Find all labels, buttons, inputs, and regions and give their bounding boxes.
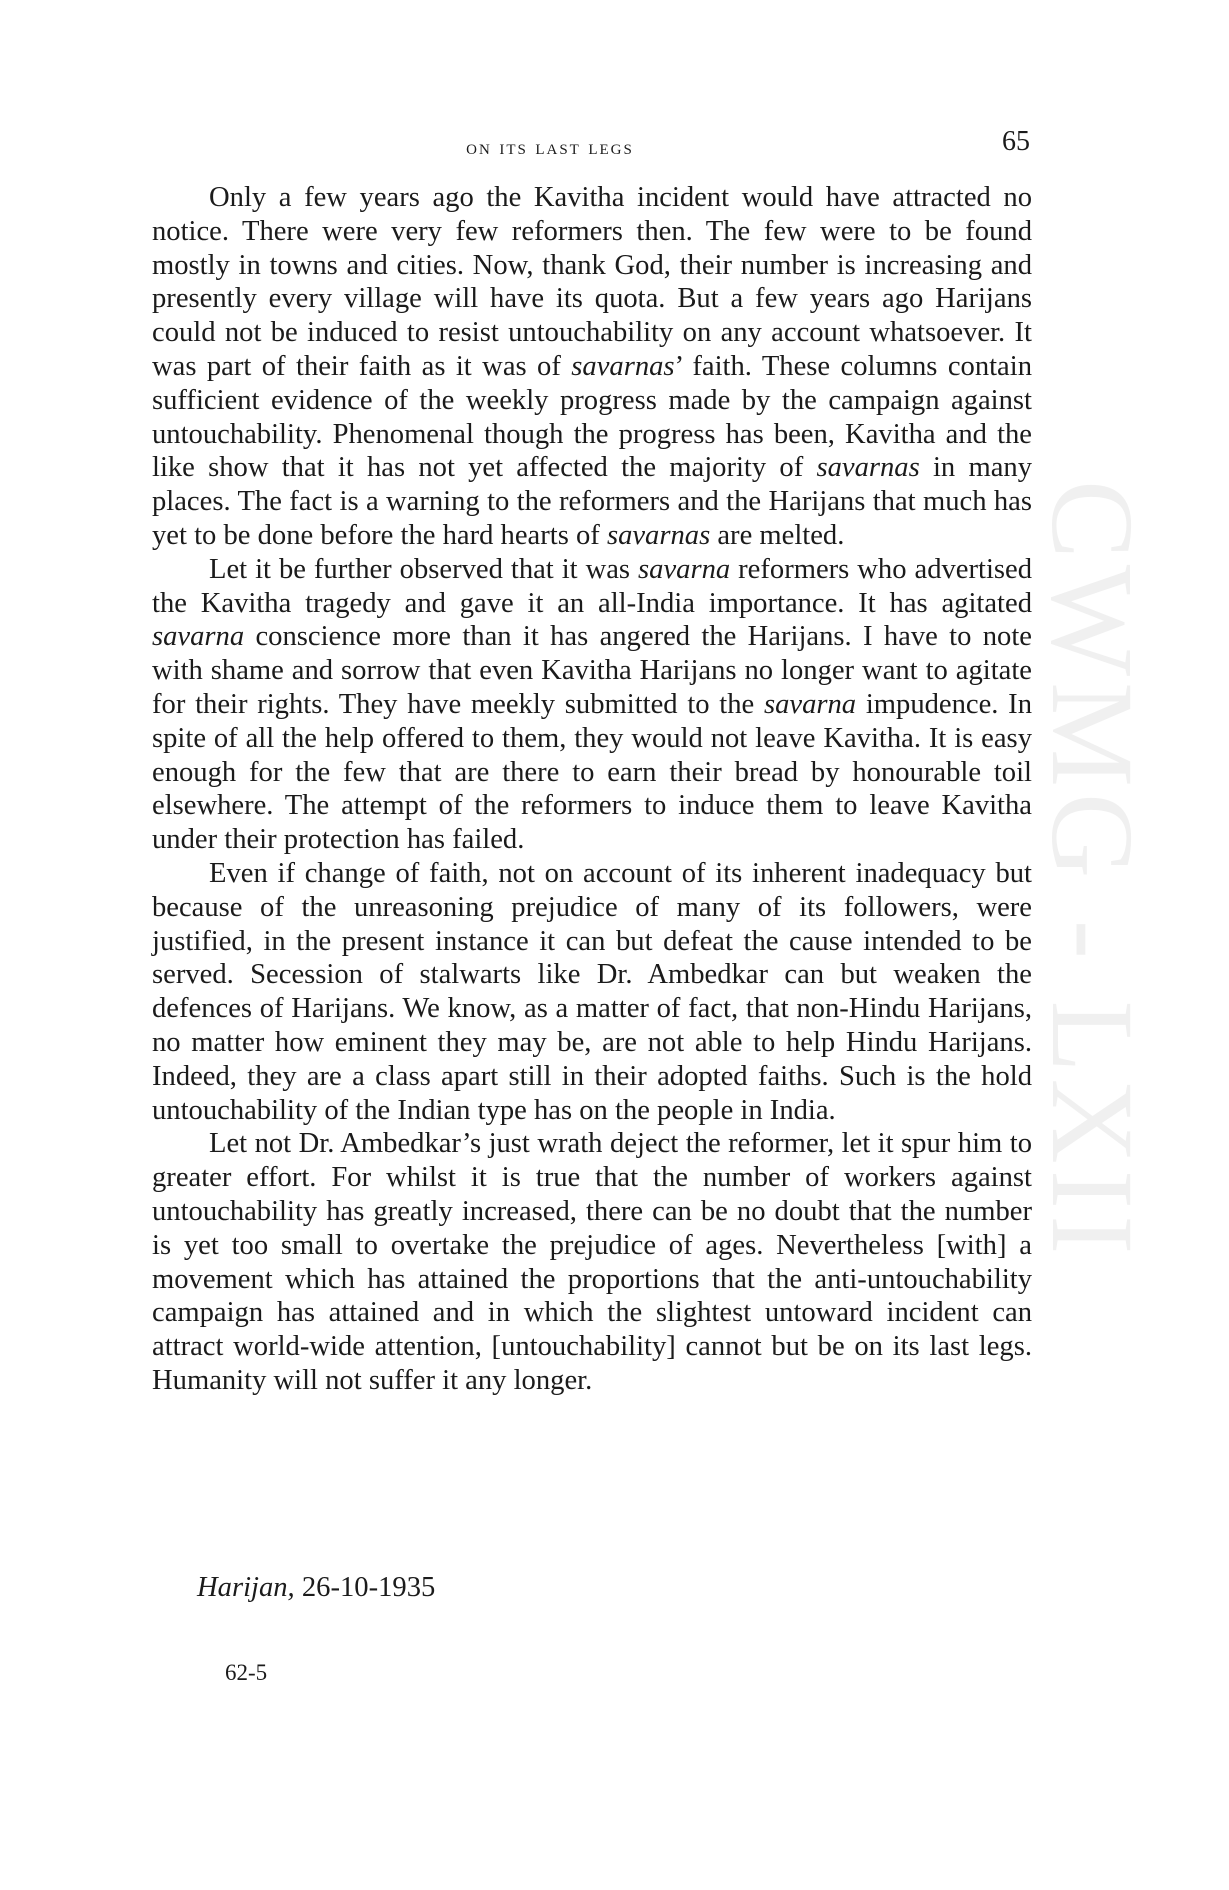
italic-term: savarna [763,688,857,720]
source-citation [197,1572,435,1604]
paragraph-text: are melted. [710,519,845,551]
paragraph-text: impudence. In spite of all the help offered to them, they would not leave Kavitha. It is easy enough for the few that are there to earn their bread by honourable toil elsewhere. The attempt of the reformers to induce them to leave Kavitha under their protection has failed. [152,688,1032,856]
paragraph-2 [152,553,1032,857]
watermark [1027,480,1160,1440]
body-text [152,181,1032,1398]
italic-term: savarnas [606,519,711,551]
source-date: 26-10-1935 [301,1572,436,1603]
printer-signature: 62-5 [225,1660,268,1685]
italic-term: savarnas [571,350,675,382]
paragraph-text: reformers who advertised the Kavitha tragedy and gave it an all-India importance. It has agitated [152,553,1032,619]
paragraph-text: in many places. The fact is a warning to the reformers and the Harijans that much has yet to be done before the hard hearts of [152,452,1032,551]
paragraph-text: conscience more than it has angered the Harijans. I have to note with shame and sorrow that even Kavitha Harijans no longer want to agitate for their rights. They have meekly submitted to the [152,621,1032,720]
italic-term: savarnas [816,452,920,484]
page-number: 65 [1002,126,1030,157]
paragraph-1 [152,181,1032,553]
source-publication: Harijan, [197,1572,295,1603]
paragraph-text: Even if change of faith, not on account of its inherent inadequacy but because of the unreasoning prejudice of many of its followers, were justified, in the present instance it can but defeat the cause intended to be served. Secession of stalwarts like Dr. Ambedkar can but weaken the defences of Harijans. We know, as a matter of fact, that non-Hindu Harijans, no matter how eminent they may be, are not able to help Hindu Harijans. Indeed, they are a class apart still in their adopted faiths. Such is the hold untouchability of the Indian type has on the people in India. [152,857,1032,1126]
paragraph-3 [152,857,1032,1127]
running-head [150,126,1030,166]
italic-term: savarna [638,553,731,585]
italic-term: savarna [152,621,245,653]
paragraph-text: Let not Dr. Ambedkar’s just wrath deject the reformer, let it spur him to greater effort. For whilst it is true that the number of workers against untouchability has greatly increased, there can be no doubt that the number is yet too small to overtake the prejudice of ages. Nevertheless [with] a movement which has attained the proportions that the anti-untouchability campaign has attained and in which the slightest untoward incident can attract world-wide attention, [untouchability] cannot but be on its last legs. Humanity will not suffer it any longer. [152,1128,1032,1396]
running-head-title: on its last legs [466,134,634,159]
paragraph-text: ’ faith. These columns contain sufficient evidence of the weekly progress made by the campaign against untouchability. Phenomenal though the progress has been, Kavitha and the like show that it has not yet affected the majority of [152,350,1032,484]
paragraph-text: Let it be further observed that it was [209,553,639,585]
paragraph-text: Only a few years ago the Kavitha incident would have attracted no notice. There were very few reformers then. The few were to be found mostly in towns and cities. Now, thank God, their number is increasing and presently every village will have its quota. But a few years ago Harijans could not be induced to resist untouchability on any account whatsoever. It was part of their faith as it was of [152,182,1032,382]
paragraph-4 [152,1127,1032,1397]
watermark-text: CWMG - LXII [1027,480,1158,1261]
